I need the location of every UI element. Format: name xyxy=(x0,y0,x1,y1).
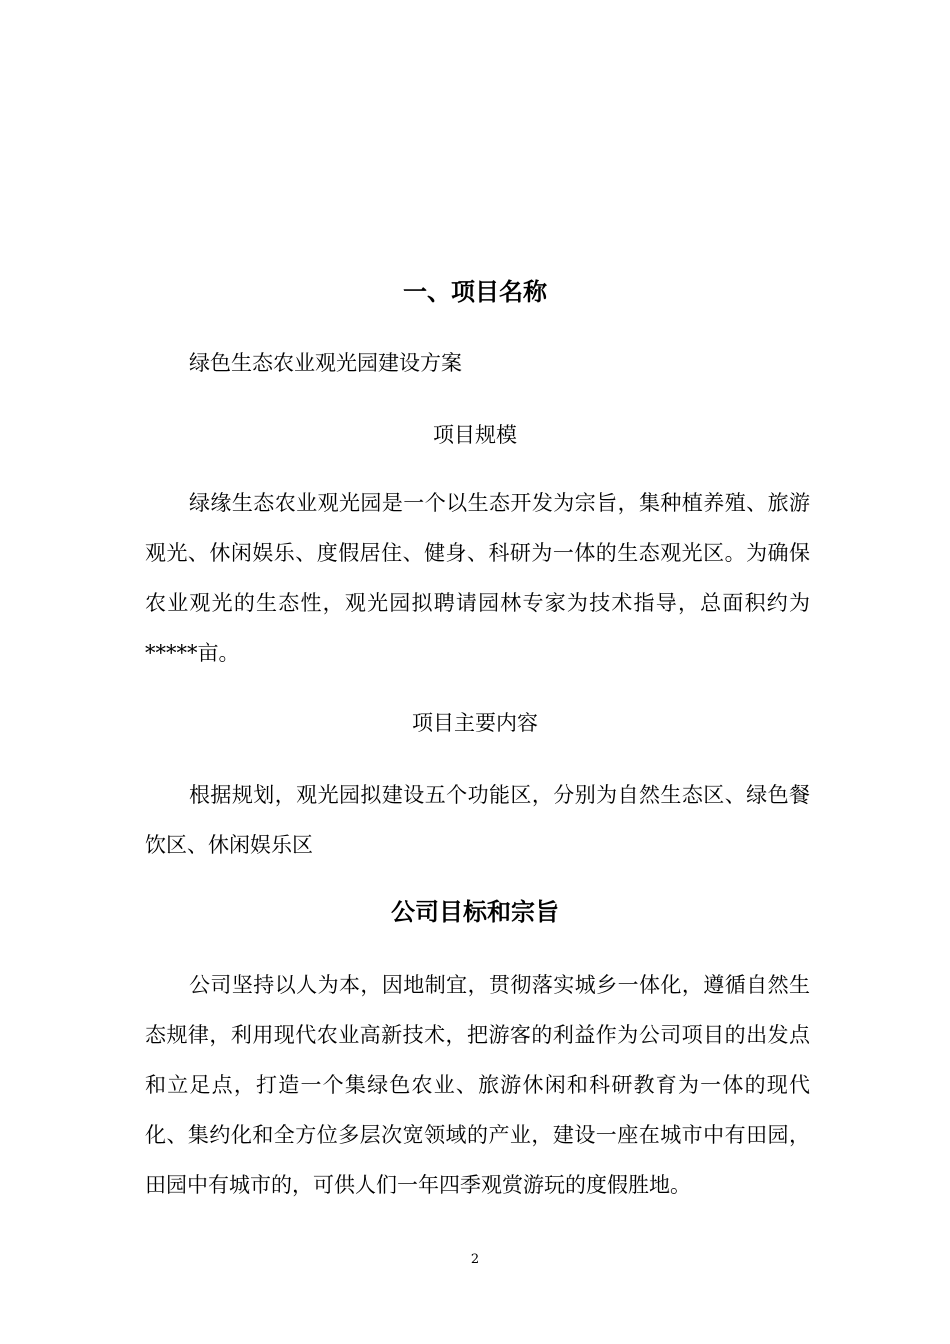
section-heading-project-scale: 项目规模 xyxy=(433,423,517,447)
project-scale-paragraph: 绿缘生态农业观光园是一个以生态开发为宗旨，集种植养殖、旅游观光、休闲娱乐、度假居住、健身、科研为一体的生态观光区。为确保农业观光的生态性，观光园拟聘请园林专家为技术指导，总面积约为*****亩。 xyxy=(145,491,810,665)
project-content-paragraph: 根据规划，观光园拟建设五个功能区，分别为自然生态区、绿色餐饮区、休闲娱乐区 xyxy=(145,783,810,857)
page-number: 2 xyxy=(470,1252,480,1267)
section-heading-company-goal: 公司目标和宗旨 xyxy=(391,898,559,926)
section-heading-project-name: 一、项目名称 xyxy=(403,278,547,306)
section-heading-project-content: 项目主要内容 xyxy=(412,711,538,735)
company-goal-paragraph: 公司坚持以人为本，因地制宜，贯彻落实城乡一体化，遵循自然生态规律，利用现代农业高新技术，把游客的利益作为公司项目的出发点和立足点，打造一个集绿色农业、旅游休闲和科研教育为一体的现代化、集约化和全方位多层次宽领域的产业，建设一座在城市中有田园，田园中有城市的，可供人们一年四季观赏游玩的度假胜地。 xyxy=(145,973,810,1197)
project-name-text: 绿色生态农业观光园建设方案 xyxy=(189,351,462,375)
